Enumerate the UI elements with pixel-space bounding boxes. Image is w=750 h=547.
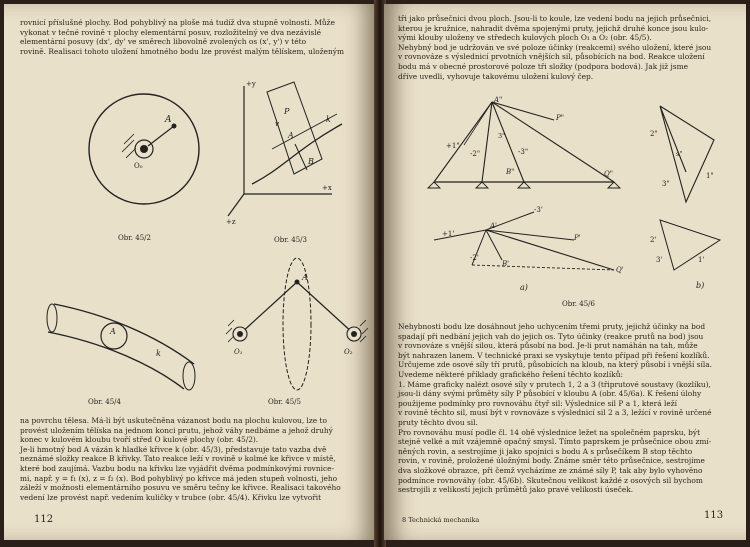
text-line: elementární posuvy (dx', dy' ve směrech libovolně zvolených os (x', y') v této	[20, 37, 307, 47]
text-line: mi, např. y = f₁ (x), z = f₂ (x). Bod pohyblivý po křivce má jeden stupeň volnosti, jeho	[20, 473, 338, 483]
figure-45-5	[222, 254, 372, 414]
right-bottom-text	[398, 322, 734, 495]
label-k: k	[326, 115, 331, 124]
label-x: +x	[322, 184, 332, 192]
label-a1: A'	[490, 222, 497, 230]
text-line: stejně velké a mít vzájemně opačný smysl. Tímto paprskem je průsečnice obou zmí-	[398, 437, 712, 447]
caption-45-2: Obr. 45/2	[118, 234, 151, 242]
label-1: +1"	[446, 142, 460, 150]
caption-45-6: Obr. 45/6	[562, 300, 595, 308]
label-b1: B'	[502, 260, 510, 268]
label-a2: A"	[494, 96, 503, 104]
label-b-2p: 2'	[650, 236, 657, 244]
text-line: Pro rovnováhu musí podle čl. 14 obě výslednice ležet na společném paprsku, být	[398, 427, 701, 437]
label-2p: -2'	[470, 254, 479, 262]
label-a: A	[110, 327, 116, 336]
text-line: bodu má v obecné prostorové poloze tři složky (podpora bodová). Jak již jsme	[398, 61, 688, 71]
label-p2: P"	[556, 114, 564, 122]
text-line: Je-li hmotný bod A vázán k hladké křivce k (obr. 45/3), představuje tato vazba dvě	[20, 444, 327, 454]
label-p1: P'	[574, 234, 581, 242]
label-o: O₀	[134, 162, 143, 170]
figure-45-6	[424, 90, 744, 310]
label-k: k	[156, 349, 161, 358]
text-line: v rovině těchto sil, musí být v rovnováze s výslednicí sil 2 a 3, ležící v rovině určené	[398, 408, 712, 418]
text-line: dva složkové obrazce, při čemž vycházíme ze známé síly P, tak aby bylo vyhověno	[398, 465, 703, 475]
text-line: Uvedeme některé příklady grafického řešení těchto kozlíků:	[398, 369, 623, 379]
figure-45-3	[222, 74, 362, 249]
label-b-1: 1"	[706, 172, 714, 180]
caption-45-4: Obr. 45/4	[88, 398, 121, 406]
text-line: být nahrazen lanem. V technické praxi se vyskytuje tento případ při řešení kozlíků.	[398, 350, 710, 360]
text-line: Nehybnosti bodu lze dosáhnout jeho uchycením třemi pruty, jejichž účinky na bod	[398, 322, 706, 331]
caption-45-3: Obr. 45/3	[274, 236, 307, 244]
label-y: +y	[246, 80, 256, 88]
text-line: záleží v možnosti elementárního posuvu ve směru tečny ke křivce. Realisaci takového	[20, 483, 341, 493]
label-a: A	[302, 273, 308, 282]
right-page	[384, 4, 746, 540]
left-top-text	[20, 18, 364, 56]
text-line: které bod zaujímá. Vazbu bodu na křivku lze vyjádřit dvěma podmínkovými rovnice-	[20, 463, 334, 473]
text-line: jsou-li dány svými průměty síly P působící v kloubu A (obr. 45/6a). K řešení úlohy	[398, 389, 702, 399]
text-line: konec v kulovém kloubu tvoří střed O kulové plochy (obr. 45/2).	[20, 435, 259, 445]
label-3p: -3'	[534, 206, 543, 214]
label-a: A	[288, 131, 294, 140]
text-line: provést uložením tělíska na jednom konci prutu, jehož váhy nedbáme a jehož druhý	[20, 425, 333, 435]
label-p: P	[284, 107, 290, 116]
label-b: B	[308, 157, 314, 166]
text-line: vedení lze provést např. vedením kuličky v trubce (obr. 45/4). Křivku lze vytvořit	[20, 492, 322, 502]
text-line: použijeme podmínky pro rovnováhu čtyř sil: Výslednice sil P a 1, která leží	[398, 398, 677, 408]
text-line: Určujeme zde osové síly tří prutů, působících na kloub, na který působí i vnější síla.	[398, 360, 712, 370]
label-q1: Q'	[616, 266, 624, 274]
text-line: rovnicí příslušné plochy. Bod pohyblivý na ploše má tudíž dva stupně volnosti. Může	[20, 18, 335, 27]
label-3: -3"	[518, 148, 529, 156]
text-line: sestrojili z velikostí jejich průmětů jako pravé velikosti úseček.	[398, 485, 634, 495]
text-line: v rovnováze s výslednicí prvotních vnějších sil, působících na bod. Reakce uložení	[398, 52, 705, 62]
label-z: +z	[226, 218, 236, 226]
text-line: spadají při nedbání jejich vah do jejich os. Tyto účinky (reakce prutů na bod) jsou	[398, 331, 704, 341]
text-line: něných rovin, a sestrojíme ji jako spojnici s bodu A s průsečíkem B stop těchto	[398, 446, 693, 456]
label-b-1p: 1'	[698, 256, 705, 264]
text-line: tři jako průsečnici dvou ploch. Jsou-li to koule, lze vedení bodu na jejich průsečnici,	[398, 14, 712, 23]
text-line: na povrchu tělesa. Má-li být uskutečněna vázanost bodu na plochu kulovou, lze to	[20, 416, 327, 425]
running-footer: 8 Technická mechanika	[402, 516, 480, 524]
text-line: v rovnováze s vnější silou, která působí na bod. Je-li prut namáhán na tah, může	[398, 341, 698, 351]
text-line: vými klouby uloženy ve středech kulových ploch O₁ a O₂ (obr. 45/5).	[398, 33, 652, 43]
label-q2: Q"	[604, 170, 613, 178]
label-fb: b)	[696, 281, 705, 290]
text-line: rovin, v rovině, proložené úložnými body. Známe směr této průsečnice, sestrojíme	[398, 456, 705, 466]
text-line: 1. Máme graficky nalézt osové síly v prutech 1, 2 a 3 (třiprutové soustavy (kozlíku),	[398, 379, 711, 389]
label-b2: B"	[506, 168, 515, 176]
label-b-3p: 3'	[656, 256, 663, 264]
text-line: neznámé složky reakce B křivky. Tato reakce leží v rovině ν kolmé ke křivce v místě,	[20, 454, 336, 464]
label-o1: O₁	[234, 348, 243, 356]
left-page	[4, 4, 376, 540]
text-line: Nehybný bod je udržován ve své poloze účinky (reakcemi) svého uložení, které jsou	[398, 42, 712, 52]
page-number: 112	[34, 514, 54, 525]
text-line: vykonat v tečné rovině τ plochy elementární posuv, rozložitelný ve dva nezávislé	[20, 27, 322, 37]
left-bottom-text	[20, 416, 364, 502]
label-a: A	[165, 115, 172, 125]
label-b-3: 3"	[662, 180, 670, 188]
text-line: rovině. Realisaci tohoto uložení hmotného bodu lze provést malým tělískem, uloženým	[20, 46, 344, 56]
caption-45-5: Obr. 45/5	[268, 398, 301, 406]
figure-45-4	[44, 284, 204, 409]
label-b-2: 2"	[650, 130, 658, 138]
label-v: v	[275, 120, 279, 128]
figure-45-2	[74, 64, 214, 244]
label-o2: O₂	[344, 348, 353, 356]
label-2: -2"	[470, 150, 481, 158]
label-fa: a)	[520, 283, 528, 292]
label-1p: +1'	[442, 230, 455, 238]
page-number: 113	[704, 510, 724, 521]
text-line: podmínce rovnováhy (obr. 45/6b). Skutečnou velikost každé z osových sil bychom	[398, 475, 703, 485]
text-line: pruty těchto dvou sil.	[398, 417, 478, 427]
right-top-text	[398, 14, 734, 81]
text-line: dříve uvedli, vyhovuje takovému uložení kulový čep.	[398, 71, 594, 81]
label-b-s: s"	[676, 150, 683, 158]
label-s3: 3"	[498, 132, 506, 140]
text-line: kterou je kružnice, nahradit dvěma spojenými pruty, jejichž druhé konce jsou kulo-	[398, 23, 709, 33]
